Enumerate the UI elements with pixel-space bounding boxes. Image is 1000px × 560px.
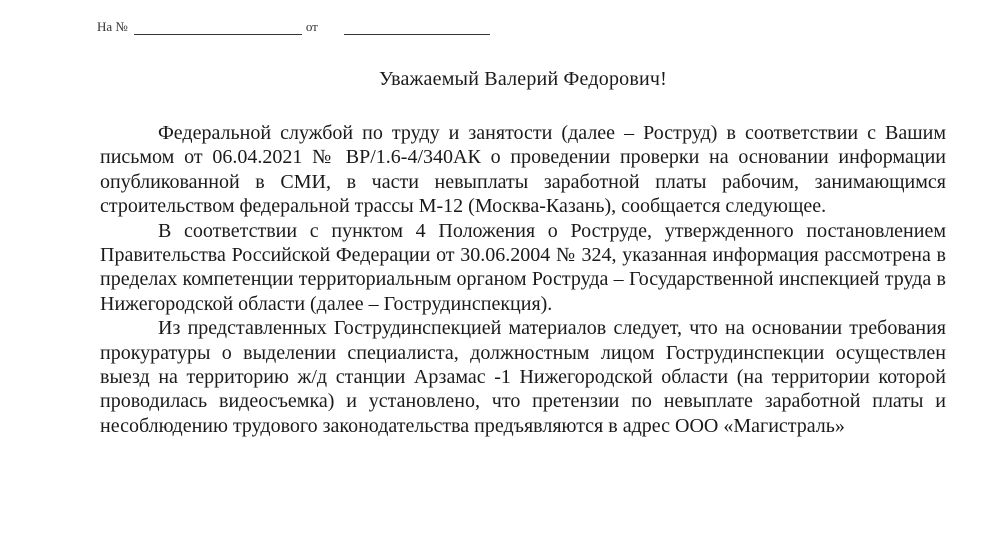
- paragraph-3: Из представленных Гострудинспекцией материалов следует, что на основании требования прокуратуры о выделении специалиста, должностным лицом Гострудинспекции осуществлен выезд на территорию ж/д станции Арзамас -1 Нижегородской области (на территории которой проводилась видеосъемка) и установлено, что претензии по невыплате заработной платы и несоблюдению трудового законодательства предъявляются в адрес ООО «Магистраль»: [100, 317, 946, 437]
- ref-date-label: от: [305, 19, 318, 34]
- ref-date-blank: [344, 22, 490, 35]
- paragraph-2: В соответствии с пунктом 4 Положения о Роструде, утвержденного постановлением Правительства Российской Федерации от 30.06.2004 № 324, указанная информация рассмотрена в пределах компетенции территориальным органом Роструда – Государственной инспекцией труда в Нижегородской области (далее – Гострудинспекция).: [100, 219, 946, 315]
- salutation: Уважаемый Валерий Федорович!: [378, 68, 668, 90]
- ref-number-label: На №: [97, 19, 128, 34]
- paragraph-1: Федеральной службой по труду и занятости (далее – Роструд) в соответствии с Вашим письмом от 06.04.2021 № ВР/1.6-4/340АК о проведении проверки на основании информации опубликованной в СМИ, в части невыплаты заработной платы рабочим, занимающимся строительством федеральной трассы М-12 (Москва-Казань), сообщается следующее.: [100, 122, 946, 218]
- ref-number-blank: [134, 22, 302, 35]
- letter-body: [100, 121, 946, 438]
- reference-line: [97, 19, 490, 35]
